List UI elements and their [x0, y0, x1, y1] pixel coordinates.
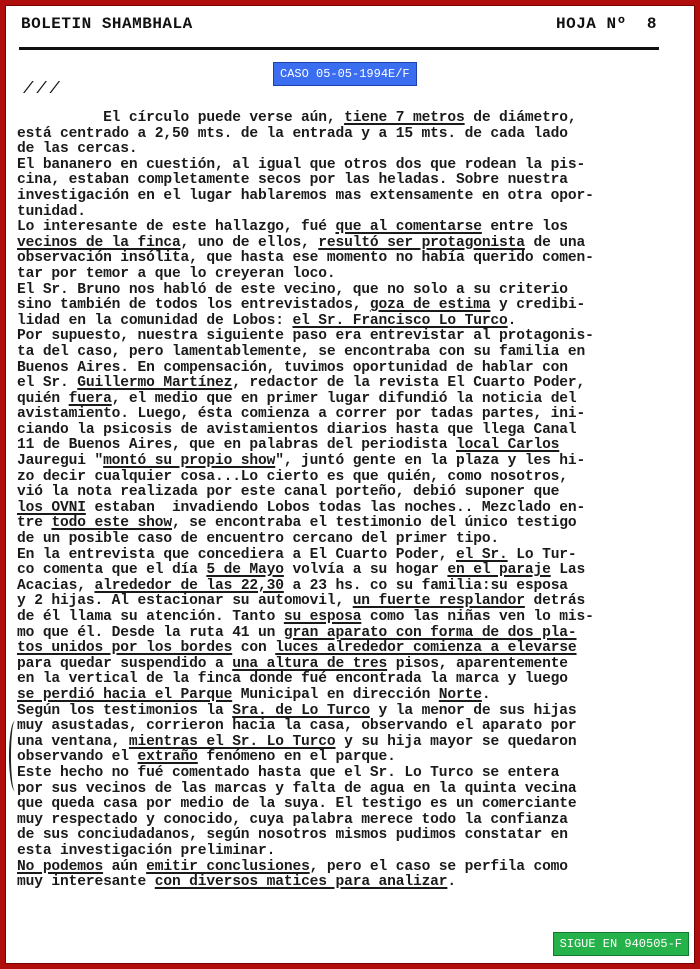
text-line: ta del caso, pero lamentablemente, se encontraba con su familia en: [17, 343, 586, 360]
text-line: se perdió hacia el Parque Municipal en dirección Norte.: [17, 686, 491, 703]
text-line: en la vertical de la finca donde fué encontrada la marca y luego: [17, 671, 568, 688]
text-line: Según los testimonios la Sra. de Lo Turco y la menor de sus hijas: [17, 702, 577, 719]
text-line: zo decir cualquier cosa...Lo cierto es que quién, como nosotros,: [17, 468, 568, 485]
text-line: 11 de Buenos Aires, que en palabras del periodista local Carlos: [17, 437, 560, 454]
text-line: sino también de todos los entrevistados, goza de estima y credibi-: [17, 297, 586, 314]
text-line: cina, estaban completamente secos por las heladas. Sobre nuestra: [17, 172, 568, 189]
text-line: Acacias, alrededor de las 22,30 a 23 hs. co su familia:su esposa: [17, 577, 568, 594]
text-line: Jauregui "montó su propio show", juntó gente en la plaza y les hi-: [17, 453, 586, 470]
text-line: vió la nota realizada por este canal porteño, debió suponer que: [17, 484, 560, 501]
text-line: co comenta que el día 5 de Mayo volvía a su hogar en el paraje Las: [17, 562, 586, 579]
text-line: lidad en la comunidad de Lobos: el Sr. Francisco Lo Turco.: [17, 312, 517, 329]
text-line: Buenos Aires. En compensación, tuvimos oportunidad de hablar con: [17, 359, 568, 376]
text-line: tunidad.: [17, 203, 86, 220]
text-line: una ventana, mientras el Sr. Lo Turco y su hija mayor se quedaron: [17, 733, 577, 750]
text-line: que queda casa por medio de la suya. El testigo es un comerciante: [17, 796, 577, 813]
text-line: observando el extraño fenómeno en el parque.: [17, 749, 396, 766]
text-line: muy interesante con diversos matices para analizar.: [17, 874, 457, 891]
page-number: HOJA Nº 8: [555, 15, 657, 33]
text-line: En la entrevista que concediera a El Cuarto Poder, el Sr. Lo Tur-: [17, 546, 577, 563]
text-line: está centrado a 2,50 mts. de la entrada y a 15 mts. de cada lado: [17, 125, 568, 142]
text-line: investigación en el lugar hablaremos mas extensamente en otra opor-: [17, 187, 594, 204]
text-line: avistamiento. Luego, ésta comienza a correr por tadas partes, ini-: [17, 406, 586, 423]
text-line: de sus conciudadanos, según nosotros mismos pudimos constatar en: [17, 827, 568, 844]
text-line: de las cercas.: [17, 141, 138, 158]
article-body: [17, 111, 665, 891]
text-line: El Sr. Bruno nos habló de este vecino, que no solo a su criterio: [17, 281, 568, 298]
text-line: tar por temor a que lo creyeran loco.: [17, 265, 336, 282]
text-line: los OVNI estaban invadiendo Lobos todas las noches.. Mezclado en-: [17, 499, 586, 516]
text-line: Por supuesto, nuestra siguiente paso era entrevistar al protagonis-: [17, 328, 594, 345]
bulletin-title: BOLETIN SHAMBHALA: [21, 15, 193, 33]
document-page: [5, 5, 695, 964]
text-line: esta investigación preliminar.: [17, 842, 276, 859]
header-divider: [19, 47, 659, 50]
text-line: por sus vecinos de las marcas y falta de agua en la quinta vecina: [17, 780, 577, 797]
text-line: No podemos aún emitir conclusiones, pero el caso se perfila como: [17, 858, 568, 875]
section-marks: ///: [23, 80, 63, 99]
text-line: observación insólita, que hasta ese momento no había querido comen-: [17, 250, 594, 267]
case-id-label[interactable]: CASO 05-05-1994E/F: [273, 62, 417, 86]
text-line: muy asustadas, corrieron hacia la casa, observando el aparato por: [17, 718, 577, 735]
text-line: ciando la psicosis de avistamientos diarios hasta que llega Canal: [17, 421, 577, 438]
text-line: y 2 hijas. Al estacionar su automovil, un fuerte resplandor detrás: [17, 593, 586, 610]
text-line: tos unidos por los bordes con luces alrededor comienza a elevarse: [17, 640, 577, 657]
text-line: quién fuera, el medio que en primer lugar difundió la noticia del: [17, 390, 577, 407]
continue-link[interactable]: SIGUE EN 940505-F: [553, 932, 689, 956]
text-line: El círculo puede verse aún, tiene 7 metros de diámetro,: [17, 110, 577, 126]
text-line: Lo interesante de este hallazgo, fué que al comentarse entre los: [17, 219, 568, 236]
text-line: mo que él. Desde la ruta 41 un gran aparato con forma de dos pla-: [17, 624, 577, 641]
text-line: muy respectado y conocido, cuya palabra merece todo la confianza: [17, 811, 568, 828]
text-line: tre todo este show, se encontraba el testimonio del único testigo: [17, 515, 577, 532]
text-line: para quedar suspendido a una altura de tres pisos, aparentemente: [17, 655, 568, 672]
text-line: de un posible caso de encuentro cercano del primer tipo.: [17, 531, 500, 548]
text-line: Este hecho no fué comentado hasta que el Sr. Lo Turco se entera: [17, 764, 560, 781]
text-line: el Sr. Guillermo Martínez, redactor de la revista El Cuarto Poder,: [17, 375, 586, 392]
text-line: vecinos de la finca, uno de ellos, resultó ser protagonista de una: [17, 234, 586, 251]
text-line: de él llama su atención. Tanto su esposa como las niñas ven lo mis-: [17, 609, 594, 625]
text-line: El bananero en cuestión, al igual que otros dos que rodean la pis-: [17, 156, 586, 173]
